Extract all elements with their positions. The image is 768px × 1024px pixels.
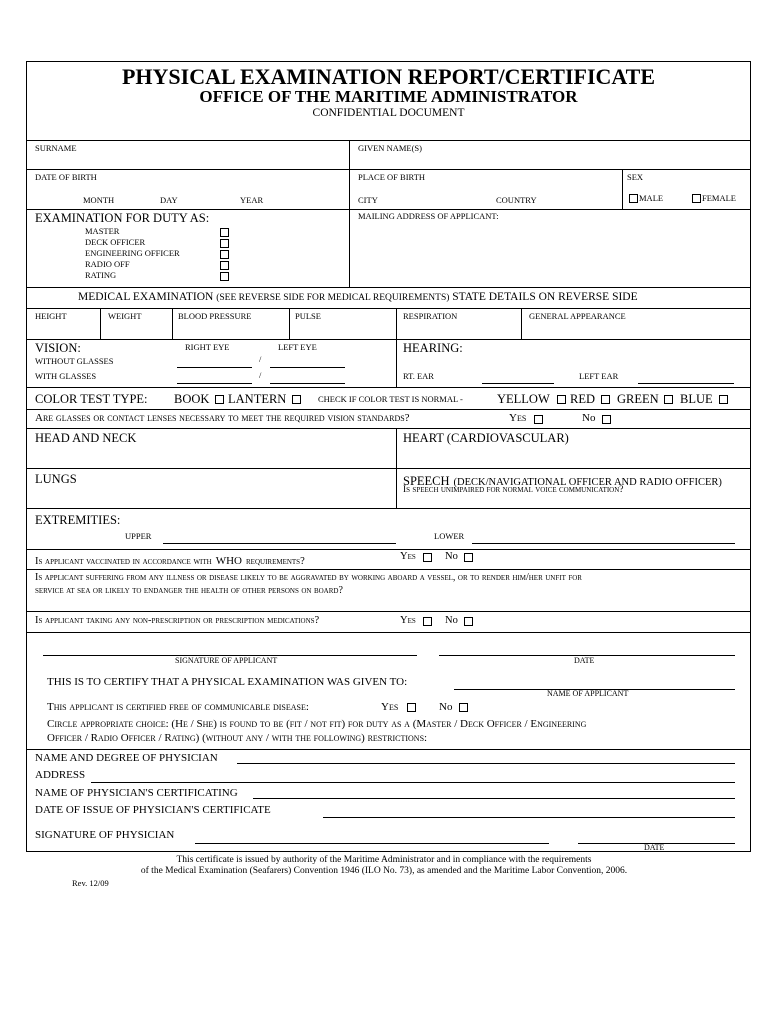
who-text: WHO bbox=[215, 555, 243, 567]
master-checkbox[interactable] bbox=[220, 228, 229, 237]
vaccinated-yes-checkbox[interactable] bbox=[423, 553, 432, 562]
year-label: YEAR bbox=[240, 195, 264, 205]
medications-yes-label: Yes bbox=[400, 615, 416, 626]
divider bbox=[172, 308, 173, 339]
upper-label: UPPER bbox=[125, 531, 152, 541]
rule bbox=[27, 409, 750, 410]
left-eye-with-input[interactable] bbox=[270, 383, 345, 384]
physician-certificating-label: NAME OF PHYSICIAN'S CERTIFICATING bbox=[35, 787, 238, 799]
free-disease-no-checkbox[interactable] bbox=[459, 703, 468, 712]
applicant-signature-label: SIGNATURE OF APPLICANT bbox=[175, 656, 278, 665]
vaccinated-no-checkbox[interactable] bbox=[464, 553, 473, 562]
divider bbox=[521, 308, 522, 339]
rule bbox=[27, 632, 750, 633]
divider bbox=[622, 169, 623, 209]
physician-certificating-input[interactable] bbox=[253, 798, 735, 799]
rule bbox=[27, 387, 750, 388]
left-eye-label: LEFT EYE bbox=[278, 342, 317, 352]
physician-name-label: NAME AND DEGREE OF PHYSICIAN bbox=[35, 752, 218, 764]
slash: / bbox=[259, 354, 262, 364]
left-ear-label: LEFT EAR bbox=[579, 371, 619, 381]
medical-heading-note: (SEE REVERSE SIDE FOR MEDICAL REQUIREMENTS) bbox=[216, 293, 450, 303]
form-title: PHYSICAL EXAMINATION REPORT/CERTIFICATE bbox=[121, 64, 656, 89]
footer-line2: of the Medical Examination (Seafarers) Convention 1946 (ILO No. 73), as amended and the Maritime Labor Convention, 2006. bbox=[140, 866, 628, 876]
rule bbox=[27, 428, 750, 429]
height-label: HEIGHT bbox=[35, 311, 67, 321]
left-eye-without-input[interactable] bbox=[270, 367, 345, 368]
yellow-checkbox[interactable] bbox=[557, 395, 566, 404]
illness-question-line1: Is applicant suffering from any illness or disease likely to be aggravated by working aboard a vessel, or to render him/her unfit for bbox=[35, 572, 582, 583]
applicant-date-label: DATE bbox=[574, 656, 595, 665]
rule bbox=[27, 468, 750, 469]
female-checkbox[interactable] bbox=[692, 194, 701, 203]
vaccinated-text: Is applicant vaccinated in accordance with bbox=[35, 556, 212, 567]
free-disease-yes-label: Yes bbox=[381, 701, 399, 713]
duty-option-radio: RADIO OFF bbox=[85, 259, 130, 269]
medical-heading bbox=[78, 292, 638, 304]
medications-no-label: No bbox=[445, 615, 458, 626]
lower-input[interactable] bbox=[472, 543, 735, 544]
book-label: BOOK bbox=[174, 392, 210, 406]
pulse-label: PULSE bbox=[295, 311, 321, 321]
circle-choice-line2: Officer / Radio Officer / Rating) (without any / with the following) restrictions: bbox=[47, 732, 428, 744]
illness-question-line2: service at sea or likely to endanger the health of other persons on board? bbox=[35, 585, 343, 596]
rule bbox=[27, 140, 750, 141]
rule bbox=[27, 209, 750, 210]
blue-label: BLUE bbox=[680, 392, 713, 406]
divider bbox=[289, 308, 290, 339]
blue-checkbox[interactable] bbox=[719, 395, 728, 404]
divider bbox=[349, 140, 350, 209]
right-eye-without-input[interactable] bbox=[177, 367, 252, 368]
given-names-label: GIVEN NAME(S) bbox=[358, 143, 422, 153]
medical-heading-details: STATE DETAILS ON REVERSE SIDE bbox=[452, 291, 638, 303]
free-disease-statement: This applicant is certified free of communicable disease: bbox=[47, 701, 309, 713]
office-title: OFFICE OF THE MARITIME ADMINISTRATOR bbox=[199, 87, 578, 106]
right-eye-with-input[interactable] bbox=[177, 383, 252, 384]
divider bbox=[349, 209, 350, 287]
respiration-label: RESPIRATION bbox=[403, 311, 458, 321]
glasses-question: Are glasses or contact lenses necessary to meet the required vision standards? bbox=[35, 412, 410, 424]
rule bbox=[27, 169, 750, 170]
right-eye-label: RIGHT EYE bbox=[185, 342, 230, 352]
red-checkbox[interactable] bbox=[601, 395, 610, 404]
sex-label: SEX bbox=[627, 172, 644, 182]
rule bbox=[27, 339, 750, 340]
red-label: RED bbox=[570, 392, 595, 406]
rule bbox=[27, 308, 750, 309]
physician-address-label: ADDRESS bbox=[35, 769, 86, 781]
lantern-label: LANTERN bbox=[228, 392, 287, 406]
glasses-yes-checkbox[interactable] bbox=[534, 415, 543, 424]
date-of-issue-label: DATE OF ISSUE OF PHYSICIAN'S CERTIFICATE bbox=[35, 804, 271, 816]
hearing-label: HEARING: bbox=[403, 341, 463, 355]
vision-label: VISION: bbox=[35, 341, 81, 355]
weight-label: WEIGHT bbox=[108, 311, 142, 321]
surname-label: SURNAME bbox=[35, 143, 77, 153]
confidential-label: CONFIDENTIAL DOCUMENT bbox=[312, 107, 465, 119]
book-checkbox[interactable] bbox=[215, 395, 224, 404]
rt-ear-input[interactable] bbox=[482, 383, 554, 384]
speech-label: SPEECH bbox=[403, 474, 450, 488]
medications-question: Is applicant taking any non-prescription or prescription medications? bbox=[35, 615, 320, 626]
duty-option-deck-officer: DECK OFFICER bbox=[85, 237, 146, 247]
glasses-no-checkbox[interactable] bbox=[602, 415, 611, 424]
check-normal-label: CHECK IF COLOR TEST IS NORMAL - bbox=[318, 394, 463, 404]
vaccinated-no-label: No bbox=[445, 551, 458, 562]
medications-yes-checkbox[interactable] bbox=[423, 617, 432, 626]
examination-form bbox=[26, 61, 751, 852]
blood-pressure-label: BLOOD PRESSURE bbox=[178, 311, 252, 321]
circle-choice-line1: Circle appropriate choice: (He / She) is found to be (fit / not fit) for duty as a (Master / Deck Officer / Engineering bbox=[47, 718, 587, 730]
with-glasses-label: WITH GLASSES bbox=[35, 371, 97, 381]
lungs-label: LUNGS bbox=[35, 472, 77, 486]
rule bbox=[27, 611, 750, 612]
medications-no-checkbox[interactable] bbox=[464, 617, 473, 626]
female-label: FEMALE bbox=[702, 193, 736, 203]
rule bbox=[27, 749, 750, 750]
physician-address-input[interactable] bbox=[91, 782, 735, 783]
physician-signature-label: SIGNATURE OF PHYSICIAN bbox=[35, 829, 175, 841]
date-of-issue-input[interactable] bbox=[323, 817, 735, 818]
rule bbox=[27, 569, 750, 570]
heart-label: HEART (CARDIOVASCULAR) bbox=[403, 431, 569, 445]
vaccinated-yes-label: Yes bbox=[400, 551, 416, 562]
physician-date-label: DATE bbox=[644, 843, 665, 852]
certify-statement: THIS IS TO CERTIFY THAT A PHYSICAL EXAMINATION WAS GIVEN TO: bbox=[47, 676, 408, 688]
green-checkbox[interactable] bbox=[664, 395, 673, 404]
engineering-officer-checkbox[interactable] bbox=[220, 250, 229, 259]
male-label: MALE bbox=[639, 193, 664, 203]
divider bbox=[396, 308, 397, 387]
left-ear-input[interactable] bbox=[638, 383, 734, 384]
country-label: COUNTRY bbox=[496, 195, 537, 205]
without-glasses-label: WITHOUT GLASSES bbox=[35, 356, 114, 366]
free-disease-no-label: No bbox=[439, 701, 453, 713]
divider bbox=[100, 308, 101, 339]
city-label: CITY bbox=[358, 195, 378, 205]
physician-name-input[interactable] bbox=[237, 763, 735, 764]
dob-label: DATE OF BIRTH bbox=[35, 172, 97, 182]
place-of-birth-label: PLACE OF BIRTH bbox=[358, 172, 426, 182]
slash: / bbox=[259, 370, 262, 380]
requirements-text: requirements? bbox=[246, 556, 305, 567]
duty-option-engineering: ENGINEERING OFFICER bbox=[85, 248, 180, 258]
physician-signature-input[interactable] bbox=[195, 843, 549, 844]
free-disease-yes-checkbox[interactable] bbox=[407, 703, 416, 712]
speech-note: (DECK/NAVIGATIONAL OFFICER AND RADIO OFFICER) bbox=[453, 477, 722, 488]
male-checkbox[interactable] bbox=[629, 194, 638, 203]
head-neck-label: HEAD AND NECK bbox=[35, 431, 137, 445]
green-label: GREEN bbox=[617, 392, 659, 406]
footer-line1: This certificate is issued by authority of the Maritime Administrator and in compliance with the requirements bbox=[176, 855, 592, 865]
divider bbox=[396, 428, 397, 508]
mailing-address-label: MAILING ADDRESS OF APPLICANT: bbox=[358, 211, 499, 221]
rule bbox=[27, 287, 750, 288]
medical-heading-main: MEDICAL EXAMINATION bbox=[78, 291, 214, 303]
duty-option-rating: RATING bbox=[85, 270, 117, 280]
general-appearance-label: GENERAL APPEARANCE bbox=[529, 311, 626, 321]
duty-option-master: MASTER bbox=[85, 226, 120, 236]
name-of-applicant-label: NAME OF APPLICANT bbox=[547, 689, 629, 698]
rt-ear-label: RT. EAR bbox=[403, 371, 434, 381]
month-label: MONTH bbox=[83, 195, 115, 205]
yellow-label: YELLOW bbox=[497, 392, 550, 406]
vaccinated-question bbox=[35, 552, 305, 568]
duty-label: EXAMINATION FOR DUTY AS: bbox=[35, 211, 210, 225]
glasses-yes-label: Yes bbox=[509, 412, 527, 424]
glasses-no-label: No bbox=[582, 412, 596, 424]
deck-officer-checkbox[interactable] bbox=[220, 239, 229, 248]
rating-checkbox[interactable] bbox=[220, 272, 229, 281]
upper-input[interactable] bbox=[163, 543, 396, 544]
extremities-label: EXTREMITIES: bbox=[35, 513, 121, 527]
revision-label: Rev. 12/09 bbox=[72, 878, 109, 888]
rule bbox=[27, 549, 750, 550]
rule bbox=[27, 508, 750, 509]
color-test-label: COLOR TEST TYPE: bbox=[35, 392, 148, 406]
speech-question: Is speech unimpaired for normal voice communication? bbox=[403, 485, 624, 495]
lower-label: LOWER bbox=[434, 531, 465, 541]
lantern-checkbox[interactable] bbox=[292, 395, 301, 404]
radio-officer-checkbox[interactable] bbox=[220, 261, 229, 270]
day-label: DAY bbox=[160, 195, 178, 205]
